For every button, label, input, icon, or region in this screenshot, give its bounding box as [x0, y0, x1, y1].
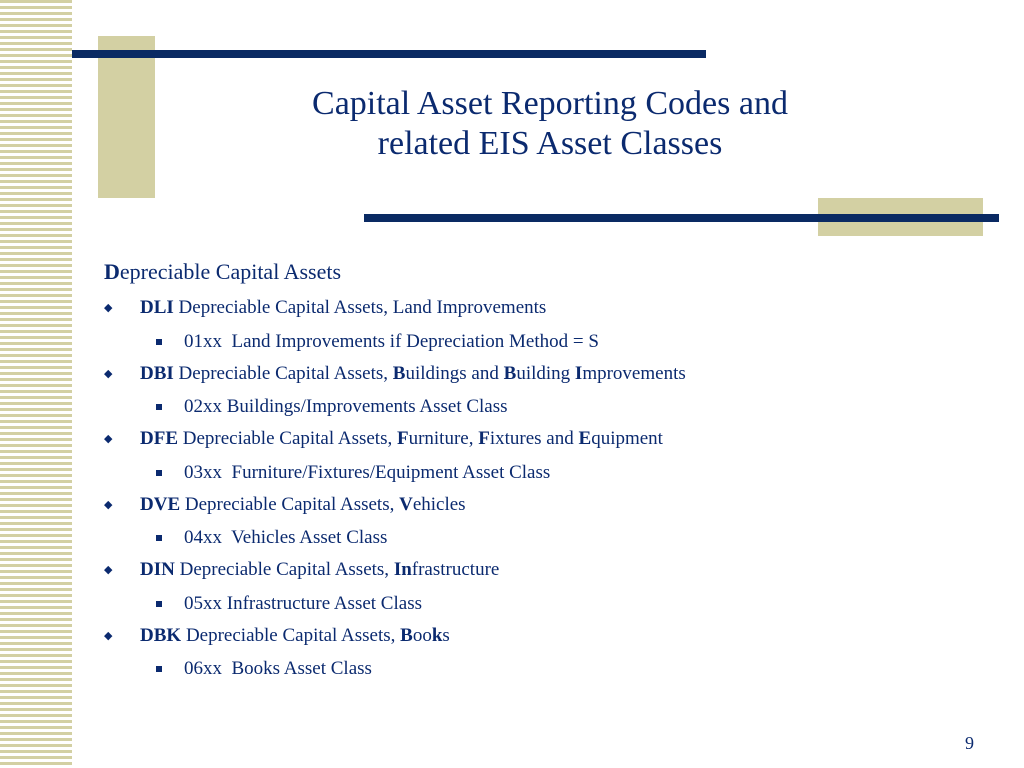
- asset-code: DFE: [140, 428, 178, 449]
- asset-code-item: [104, 423, 984, 456]
- slide-title: [200, 84, 900, 164]
- page-number: 9: [965, 733, 974, 753]
- asset-class-label: 02xx Buildings/Improvements Asset Class: [184, 396, 508, 417]
- asset-code-item: [104, 358, 984, 391]
- diamond-bullet-icon: ◆: [104, 564, 113, 576]
- asset-code-description-part: frastructure: [411, 559, 500, 580]
- asset-code-description-part: urniture,: [408, 428, 479, 449]
- asset-code-description-part: k: [431, 624, 443, 646]
- asset-code-description-part: Depreciable Capital Assets,: [174, 559, 394, 580]
- diamond-bullet-icon: ◆: [104, 302, 113, 314]
- asset-class-subitem: [104, 521, 984, 554]
- heading-rest: epreciable Capital Assets: [119, 259, 342, 284]
- asset-code-description-part: E: [578, 428, 592, 449]
- asset-code-description-part: F: [478, 428, 490, 449]
- asset-class-subitem: [104, 390, 984, 423]
- diamond-bullet-icon: ◆: [104, 367, 113, 380]
- asset-code-description-part: Depreciable Capital Assets,: [180, 493, 400, 515]
- asset-code-description-part: V: [399, 493, 413, 515]
- asset-code-description-part: Depreciable Capital Assets,: [173, 362, 393, 384]
- decorative-block-left: [98, 36, 155, 198]
- asset-class-label: 05xx Infrastructure Asset Class: [184, 592, 422, 614]
- decorative-bar-top: [72, 50, 706, 58]
- asset-code-description-part: uilding: [516, 362, 575, 384]
- asset-code-description-part: Depreciable Capital Assets,: [178, 428, 397, 449]
- title-line-1: Capital Asset Reporting Codes and: [312, 85, 788, 122]
- asset-code-description-part: B: [392, 362, 406, 384]
- asset-code-description-part: B: [400, 624, 413, 646]
- heading-initial: D: [104, 259, 120, 284]
- asset-code: DIN: [140, 559, 175, 580]
- square-bullet-icon: [156, 535, 162, 541]
- asset-code-description-part: F: [396, 428, 409, 449]
- square-bullet-icon: [156, 601, 162, 607]
- square-bullet-icon: [156, 339, 162, 345]
- decorative-stripes: [0, 0, 72, 768]
- asset-code: DVE: [140, 493, 181, 515]
- asset-code-description-part: B: [503, 362, 517, 384]
- asset-code: DBI: [140, 362, 174, 384]
- asset-code: DLI: [140, 297, 174, 318]
- asset-code-description-part: uildings and: [405, 362, 504, 384]
- asset-code-description-part: I: [574, 362, 583, 384]
- asset-class-label: 04xx Vehicles Asset Class: [184, 527, 388, 548]
- asset-code-item: [104, 489, 984, 522]
- section-heading: [104, 256, 984, 288]
- asset-code-description-part: ehicles: [412, 493, 466, 515]
- asset-code-description-part: ixtures and: [489, 428, 579, 449]
- asset-class-subitem: [104, 587, 984, 620]
- diamond-bullet-icon: ◆: [104, 629, 113, 642]
- asset-code-description-part: mprovements: [582, 362, 686, 384]
- slide-content: [104, 256, 984, 685]
- asset-class-subitem: [104, 456, 984, 489]
- asset-code-description-part: s: [442, 624, 450, 646]
- asset-class-label: 03xx Furniture/Fixtures/Equipment Asset Class: [184, 461, 551, 483]
- decorative-bar-bottom: [364, 214, 999, 222]
- asset-code-description-part: oo: [412, 624, 432, 646]
- asset-code-item: [104, 292, 984, 325]
- diamond-bullet-icon: ◆: [104, 498, 113, 511]
- square-bullet-icon: [156, 666, 162, 672]
- title-line-2: related EIS Asset Classes: [377, 125, 723, 162]
- asset-class-label: 06xx Books Asset Class: [184, 658, 372, 679]
- asset-code-description-part: quipment: [591, 428, 663, 449]
- square-bullet-icon: [156, 404, 162, 410]
- asset-code-description-part: Depreciable Capital Assets, Land Improvements: [173, 297, 547, 318]
- asset-code: DBK: [140, 624, 182, 646]
- asset-code-list: [104, 292, 984, 685]
- asset-code-item: [104, 554, 984, 587]
- asset-code-description-part: Depreciable Capital Assets,: [181, 624, 401, 646]
- square-bullet-icon: [156, 470, 162, 476]
- asset-class-subitem: [104, 325, 984, 358]
- asset-class-subitem: [104, 652, 984, 685]
- asset-class-label: 01xx Land Improvements if Depreciation Method = S: [184, 330, 599, 352]
- diamond-bullet-icon: ◆: [104, 433, 113, 445]
- asset-code-description-part: In: [393, 559, 412, 580]
- asset-code-item: [104, 620, 984, 653]
